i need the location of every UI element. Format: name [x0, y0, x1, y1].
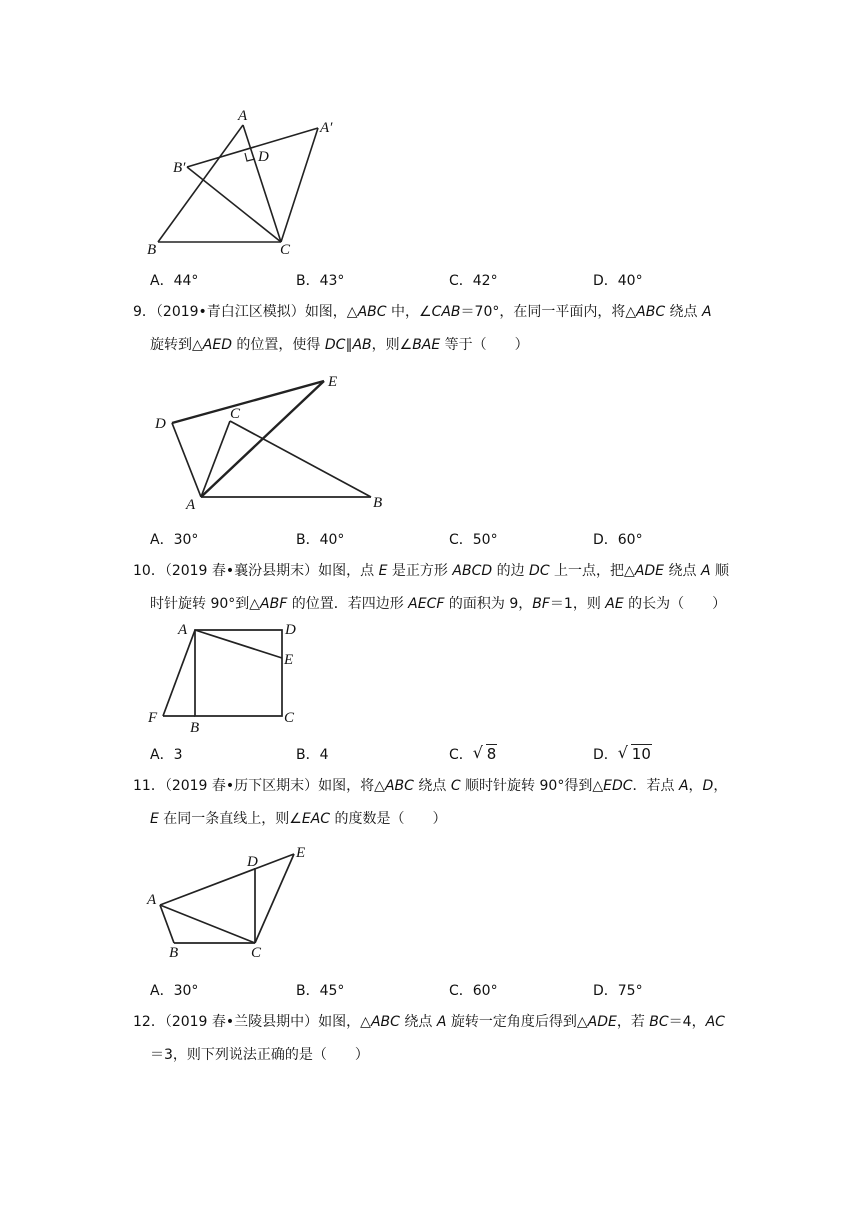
- q8-label-C: C: [280, 242, 291, 258]
- q10-options: [150, 744, 710, 766]
- q9-label-C: C: [230, 406, 241, 422]
- q11-line-1: 11．（2019 春•历下区期末）如图，将△ABC 绕点 C 顺时针旋转 90°得到△EDC．若点 A，D，: [133, 778, 728, 794]
- q11-question-text: [133, 770, 753, 836]
- q11-options: [150, 980, 710, 1002]
- q9-line-2: 旋转到△AED 的位置，使得 DC∥AB，则∠BAE 等于（ ）: [150, 337, 529, 353]
- q10-line-1: 10．（2019 春•襄汾县期末）如图，点 E 是正方形 ABCD 的边 DC 上一点，把△ADE 绕点 A 顺: [133, 563, 729, 579]
- q9-options: [150, 529, 710, 551]
- q10-option-b: B．4: [296, 747, 329, 763]
- q9-option-d: D．60°: [593, 532, 643, 548]
- q10-label-F: F: [148, 710, 158, 726]
- q12-line-1: 12．（2019 春•兰陵县期中）如图，△ABC 绕点 A 旋转一定角度后得到△ADE，若 BC＝4，AC: [133, 1014, 725, 1030]
- q11-label-A: A: [147, 892, 157, 908]
- q8-figure: [0, 0, 860, 265]
- q12-question-text: [133, 1006, 753, 1072]
- q8-option-d: D．40°: [593, 273, 643, 289]
- q10-option-d: D． √ 10: [593, 743, 651, 763]
- q10-label-C: C: [284, 710, 295, 726]
- q9-option-b: B．40°: [296, 532, 345, 548]
- q8-label-B-prime: B′: [173, 160, 186, 176]
- q8-segment-BA: [158, 125, 243, 242]
- q10-figure: [0, 615, 860, 740]
- q8-options: [150, 270, 710, 292]
- q9-segment-AC: [201, 421, 230, 497]
- q8-label-D: D: [258, 149, 269, 165]
- q10-segment-AE: [195, 630, 282, 658]
- q10-line-2: 时针旋转 90°到△ABF 的位置．若四边形 AECF 的面积为 9，BF＝1，则 AE 的长为（ ）: [150, 596, 727, 612]
- q11-option-b: B．45°: [296, 983, 345, 999]
- q8-option-a: A．44°: [150, 273, 199, 289]
- q9-label-A: A: [186, 497, 196, 513]
- q9-option-a: A．30°: [150, 532, 199, 548]
- q11-segment-AB: [160, 905, 174, 943]
- q8-segment-BpAp: [187, 128, 318, 167]
- q11-segment-AC: [160, 905, 255, 943]
- q12-line-2: ＝3，则下列说法正确的是（ ）: [150, 1047, 369, 1063]
- q10-label-B: B: [190, 720, 200, 736]
- q10-square-ABCD: [195, 630, 282, 716]
- q9-label-E: E: [328, 374, 338, 390]
- q9-question-text: [133, 296, 753, 362]
- q10-option-c-radical: √ 8: [472, 743, 497, 763]
- q10-option-a: A．3: [150, 747, 183, 763]
- q11-label-D: D: [247, 854, 258, 870]
- q10-label-D: D: [285, 622, 296, 638]
- q11-option-a: A．30°: [150, 983, 199, 999]
- q11-label-B: B: [169, 945, 179, 961]
- q8-option-c: C．42°: [449, 273, 498, 289]
- q8-label-A-prime: A′: [320, 120, 333, 136]
- q8-segment-AC: [243, 125, 281, 242]
- q10-segment-FA: [163, 630, 195, 716]
- q9-figure: [0, 360, 860, 520]
- q11-figure: [0, 835, 860, 965]
- q8-option-b: B．43°: [296, 273, 345, 289]
- q11-segment-AE: [160, 854, 294, 905]
- q11-option-c: C．60°: [449, 983, 498, 999]
- q9-label-D: D: [155, 416, 166, 432]
- q9-option-c: C．50°: [449, 532, 498, 548]
- q10-question-text: [133, 555, 753, 621]
- q11-label-E: E: [296, 845, 306, 861]
- q9-segment-CB: [230, 421, 371, 497]
- q8-label-A: A: [238, 108, 248, 124]
- q11-label-C: C: [251, 945, 262, 961]
- q10-option-d-radical: √ 10: [617, 743, 651, 763]
- q8-segment-BpC: [187, 167, 281, 242]
- q10-label-E: E: [284, 652, 294, 668]
- q11-line-2: E 在同一条直线上，则∠EAC 的度数是（ ）: [150, 811, 447, 827]
- q10-label-A: A: [178, 622, 188, 638]
- q11-option-d: D．75°: [593, 983, 643, 999]
- q9-segment-DA: [172, 423, 201, 497]
- q8-label-B: B: [147, 242, 157, 258]
- q9-line-1: 9．（2019•青白江区模拟）如图，△ABC 中，∠CAB＝70°，在同一平面内，将△ABC 绕点 A: [133, 304, 712, 320]
- q10-option-c: C． √ 8: [449, 743, 497, 763]
- q9-label-B: B: [373, 495, 383, 511]
- q8-segment-ApC: [281, 128, 318, 242]
